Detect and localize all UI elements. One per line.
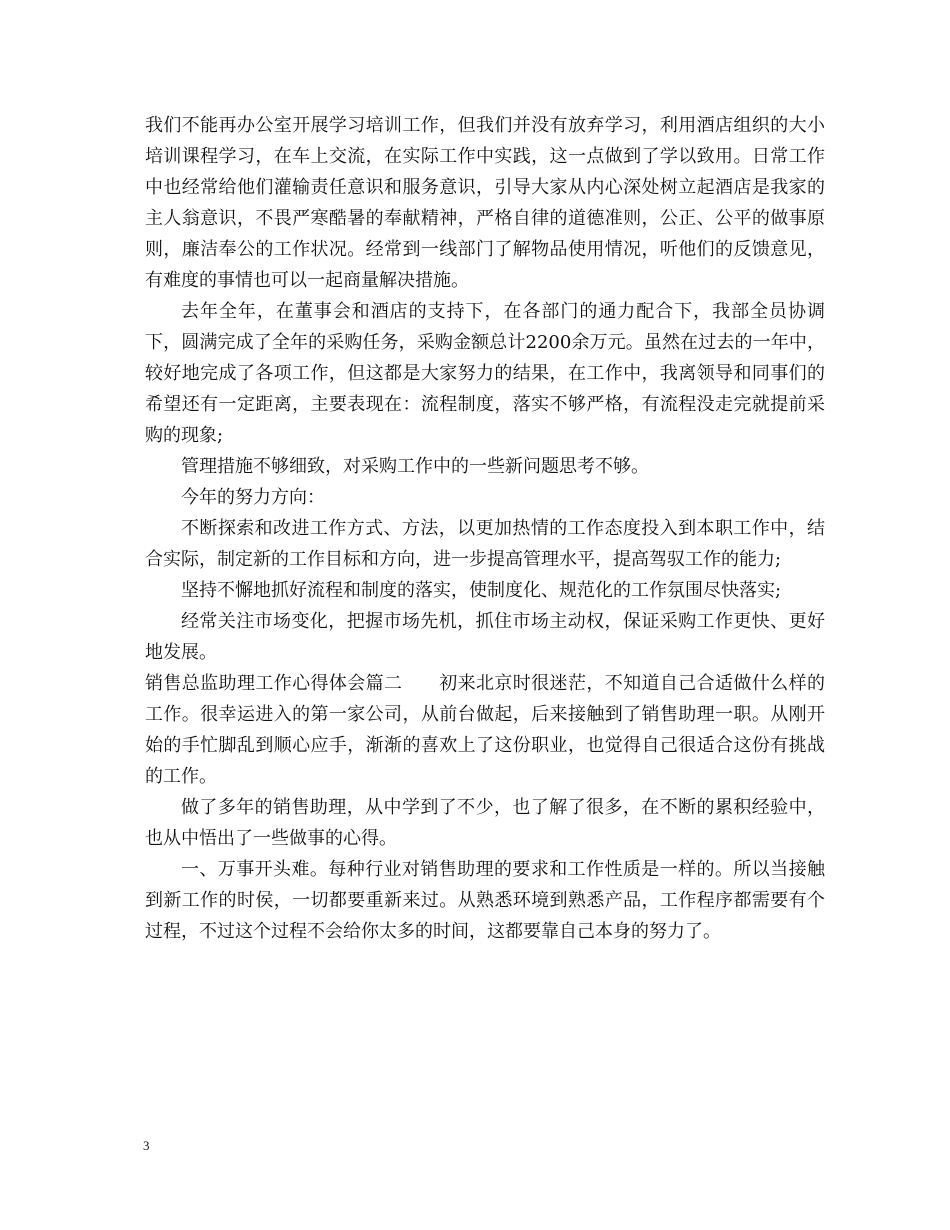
paragraph: 经常关注市场变化，把握市场先机，抓住市场主动权，保证采购工作更快、更好地发展。: [145, 611, 825, 663]
paragraph: 不断探索和改进工作方式、方法，以更加热情的工作态度投入到本职工作中，结合实际，制定新的工作目标和方向，进一步提高管理水平，提高驾驭工作的能力;: [145, 518, 825, 570]
paragraph: 今年的努力方向：: [181, 487, 325, 508]
paragraph: 管理措施不够细致，对采购工作中的一些新问题思考不够。: [181, 456, 649, 477]
paragraph: 销售总监助理工作心得体会篇二 初来北京时很迷茫，不知道自己合适做什么样的工作。很幸运进入的第一家公司，从前台做起，后来接触到了销售助理一职。从刚开始的手忙脚乱到顺心应手，渐渐的喜欢上了这份职业，也觉得自己很适合这份有挑战的工作。: [145, 673, 825, 787]
paragraph: 做了多年的销售助理，从中学到了不少，也了解了很多，在不断的累积经验中，也从中悟出了一些做事的心得。: [145, 797, 825, 849]
page-number: 3: [143, 1138, 150, 1153]
paragraph: 一、万事开头难。每种行业对销售助理的要求和工作性质是一样的。所以当接触到新工作的时侯，一切都要重新来过。从熟悉环境到熟悉产品，工作程序都需要有个过程，不过这个过程不会给你太多的时间，这都要靠自己本身的努力了。: [145, 859, 825, 942]
body-text: [145, 110, 825, 947]
paragraph: 坚持不懈地抓好流程和制度的落实，使制度化、规范化的工作氛围尽快落实;: [181, 580, 782, 601]
paragraph: 去年全年，在董事会和酒店的支持下，在各部门的通力配合下，我部全员协调下，圆满完成了全年的采购任务，采购金额总计2200余万元。虽然在过去的一年中，较好地完成了各项工作，但这都是大家努力的结果，在工作中，我离领导和同事们的希望还有一定距离，主要表现在：流程制度，落实不够严格，有流程没走完就提前采购的现象;: [145, 301, 825, 446]
paragraph: 我们不能再办公室开展学习培训工作，但我们并没有放弃学习，利用酒店组织的大小培训课程学习，在车上交流，在实际工作中实践，这一点做到了学以致用。日常工作中也经常给他们灌输责任意识和服务意识，引导大家从内心深处树立起酒店是我家的主人翁意识，不畏严寒酷暑的奉献精神，严格自律的道德准则，公正、公平的做事原则，廉洁奉公的工作状况。经常到一线部门了解物品使用情况，听他们的反馈意见，有难度的事情也可以一起商量解决措施。: [145, 115, 825, 291]
